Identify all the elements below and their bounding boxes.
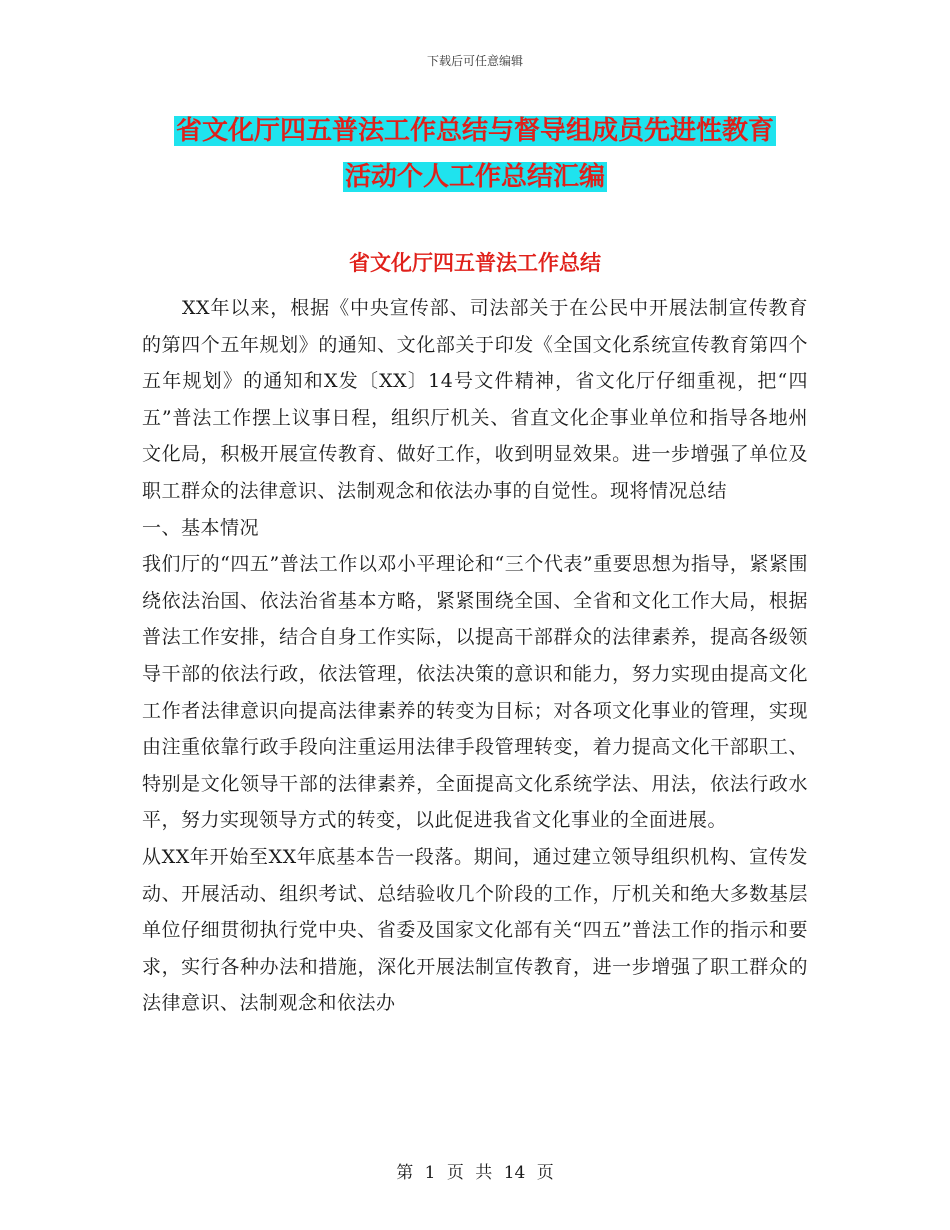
page-number: 第 1 页 共 14 页 (396, 1163, 554, 1183)
document-title-line-2 (0, 154, 950, 200)
paragraph-timeline: 从XX年开始至XX年底基本告一段落。期间，通过建立领导组织机构、宣传发动、开展活动、组织考试、总结验收几个阶段的工作，厅机关和绝大多数基层单位仔细贯彻执行党中央、省委及国家文化部有关“四五”普法工作的指示和要求，实行各种办法和措施，深化开展法制宣传教育，进一步增强了职工群众的法律意识、法制观念和依法办 (142, 845, 808, 1015)
document-body (142, 290, 808, 1022)
title-highlight: 活动个人工作总结汇编 (344, 162, 605, 192)
title-highlight: 省文化厅四五普法工作总结与督导组成员先进性教育 (175, 116, 774, 146)
section-title: 省文化厅四五普法工作总结 (349, 251, 601, 275)
document-title-line-1 (0, 108, 950, 154)
heading-basic-situation: 一、基本情况 (142, 516, 260, 539)
page-header-note: 下载后可任意编辑 (426, 54, 523, 68)
document-title (0, 108, 950, 200)
paragraph-guidance: 我们厅的“四五”普法工作以邓小平理论和“三个代表”重要思想为指导，紧紧围绕依法治国、依法治省基本方略，紧紧围绕全国、全省和文化工作大局，根据普法工作安排，结合自身工作实际，以提高干部群众的法律素养，提高各级领导干部的依法行政，依法管理，依法决策的意识和能力，努力实现由提高文化工作者法律意识向提高法律素养的转变为目标；对各项文化事业的管理，实现由注重依靠行政手段向注重运用法律手段管理转变，着力提高文化干部职工、特别是文化领导干部的法律素养，全面提高文化系统学法、用法，依法行政水平，努力实现领导方式的转变，以此促进我省文化事业的全面进展。 (142, 553, 808, 832)
paragraph-intro: XX年以来，根据《中央宣传部、司法部关于在公民中开展法制宣传教育的第四个五年规划》的通知、文化部关于印发《全国文化系统宣传教育第四个五年规划》的通知和X发〔XX〕14号文件精神，省文化厅仔细重视，把“四五”普法工作摆上议事日程，组织厅机关、省直文化企事业单位和指导各地州文化局，积极开展宣传教育、做好工作，收到明显效果。进一步增强了单位及职工群众的法律意识、法制观念和依法办事的自觉性。现将情况总结 (142, 297, 808, 502)
